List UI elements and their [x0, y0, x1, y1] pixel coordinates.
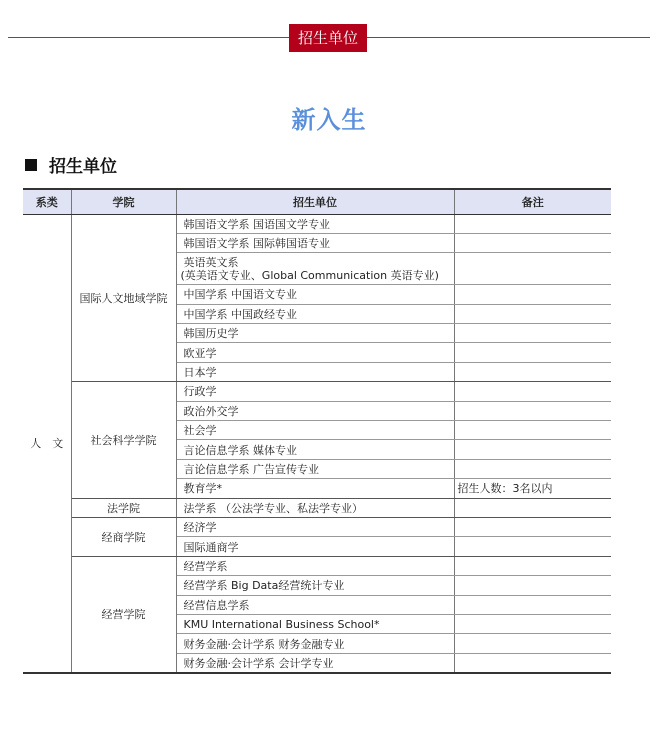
note-cell: [454, 595, 611, 614]
note-cell: [454, 459, 611, 478]
unit-cell: 经营学系: [176, 556, 454, 575]
note-cell: [454, 214, 611, 233]
table-header-row: [23, 189, 611, 214]
unit-cell: 经营信息学系: [176, 595, 454, 614]
category-cell: 人 文: [23, 214, 71, 673]
table-body: [23, 214, 611, 673]
unit-line-1: 英语英文系: [183, 255, 239, 269]
unit-cell: KMU International Business School*: [176, 614, 454, 633]
unit-cell: 财务金融·会计学系 财务金融专业: [176, 634, 454, 653]
note-cell: [454, 233, 611, 252]
column-header-category: 系类: [23, 189, 71, 214]
college-cell: 国际人文地域学院: [71, 214, 176, 382]
unit-cell: 言论信息学系 媒体专业: [176, 440, 454, 459]
college-cell: 法学院: [71, 498, 176, 517]
unit-cell: 法学系 （公法学专业、私法学专业）: [176, 498, 454, 517]
note-cell: [454, 614, 611, 633]
note-cell: [454, 401, 611, 420]
unit-cell: 日本学: [176, 362, 454, 381]
note-cell: [454, 343, 611, 362]
note-cell: [454, 537, 611, 556]
table-row: [23, 556, 611, 575]
table-row: [23, 214, 611, 233]
note-cell: 招生人数：3名以内: [454, 479, 611, 498]
note-cell: [454, 421, 611, 440]
table-row: [23, 498, 611, 517]
table-row: [23, 382, 611, 401]
unit-cell: 韩国语文学系 国语国文学专业: [176, 214, 454, 233]
section-heading-text: 招生单位: [49, 157, 117, 177]
unit-cell: 行政学: [176, 382, 454, 401]
note-cell: [454, 440, 611, 459]
column-header-college: 学院: [71, 189, 176, 214]
column-header-unit: 招生单位: [176, 189, 454, 214]
column-header-note: 备注: [454, 189, 611, 214]
college-cell: 经商学院: [71, 517, 176, 556]
unit-cell: 韩国语文学系 国际韩国语专业: [176, 233, 454, 252]
unit-cell: 经济学: [176, 517, 454, 536]
note-cell: [454, 517, 611, 536]
unit-cell: 经营学系 Big Data经营统计专业: [176, 576, 454, 595]
note-cell: [454, 362, 611, 381]
table-row: [23, 517, 611, 536]
note-cell: [454, 498, 611, 517]
unit-cell: 言论信息学系 广告宣传专业: [176, 459, 454, 478]
note-cell: [454, 285, 611, 304]
note-cell: [454, 382, 611, 401]
unit-cell: 韩国历史学: [176, 324, 454, 343]
note-cell: [454, 253, 611, 285]
college-cell: 经营学院: [71, 556, 176, 672]
unit-cell: 欧亚学: [176, 343, 454, 362]
section-heading: [25, 152, 117, 177]
note-cell: [454, 324, 611, 343]
note-cell: [454, 634, 611, 653]
admission-units-table: [23, 188, 611, 674]
note-cell: [454, 556, 611, 575]
unit-cell: 政治外交学: [176, 401, 454, 420]
header-badge: 招生单位: [289, 24, 367, 52]
note-cell: [454, 576, 611, 595]
square-bullet-icon: [25, 159, 37, 171]
unit-cell: 社会学: [176, 421, 454, 440]
unit-cell: 国际通商学: [176, 537, 454, 556]
unit-cell: 教育学*: [176, 479, 454, 498]
college-cell: 社会科学学院: [71, 382, 176, 498]
note-cell: [454, 653, 611, 672]
unit-cell: 财务金融·会计学系 会计学专业: [176, 653, 454, 672]
unit-cell: 中国学系 中国政经专业: [176, 304, 454, 323]
unit-line-2: (英美语文专业、Global Communication 英语专业): [180, 268, 439, 282]
unit-cell: [176, 253, 454, 285]
unit-cell: 中国学系 中国语文专业: [176, 285, 454, 304]
page-title: 新入生: [291, 106, 367, 134]
note-cell: [454, 304, 611, 323]
